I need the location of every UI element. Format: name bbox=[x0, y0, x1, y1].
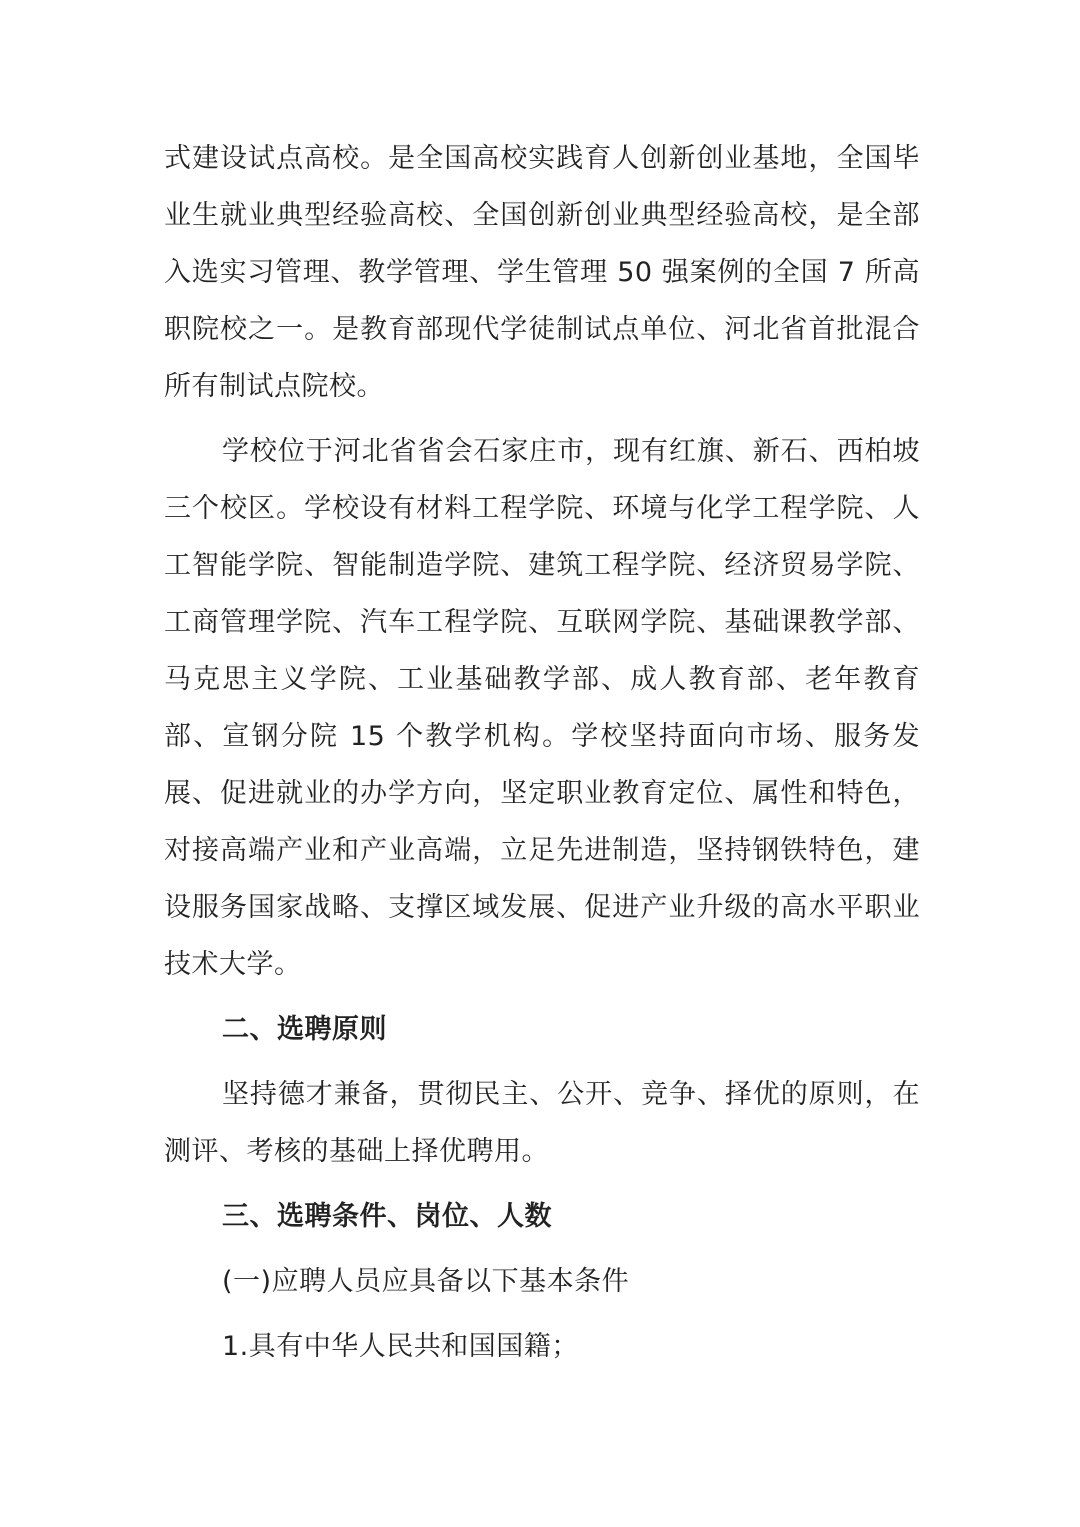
paragraph-principles: 坚持德才兼备，贯彻民主、公开、竞争、择优的原则，在测评、考核的基础上择优聘用。 bbox=[164, 1079, 920, 1167]
list-item-nationality: 1.具有中华人民共和国国籍； bbox=[222, 1331, 579, 1362]
subsection-basic-conditions: (一)应聘人员应具备以下基本条件 bbox=[222, 1266, 630, 1297]
paragraph-honors: 式建设试点高校。是全国高校实践育人创新创业基地，全国毕业生就业典型经验高校、全国创新创业典型经验高校，是全部入选实习管理、教学管理、学生管理 50 强案例的全国 7 所高职院校之一。是教育部现代学徒制试点单位、河北省首批混合所有制试点院校。 bbox=[164, 143, 920, 402]
section-heading-principles: 二、选聘原则 bbox=[222, 1014, 387, 1045]
section-heading-conditions: 三、选聘条件、岗位、人数 bbox=[222, 1201, 552, 1232]
document-body bbox=[164, 130, 920, 1375]
paragraph-school-overview: 学校位于河北省省会石家庄市，现有红旗、新石、西柏坡三个校区。学校设有材料工程学院、环境与化学工程学院、人工智能学院、智能制造学院、建筑工程学院、经济贸易学院、工商管理学院、汽车工程学院、互联网学院、基础课教学部、马克思主义学院、工业基础教学部、成人教育部、老年教育部、宣钢分院 15 个教学机构。学校坚持面向市场、服务发展、促进就业的办学方向，坚定职业教育定位、属性和特色，对接高端产业和产业高端，立足先进制造，坚持钢铁特色，建设服务国家战略、支撑区域发展、促进产业升级的高水平职业技术大学。 bbox=[164, 436, 920, 980]
